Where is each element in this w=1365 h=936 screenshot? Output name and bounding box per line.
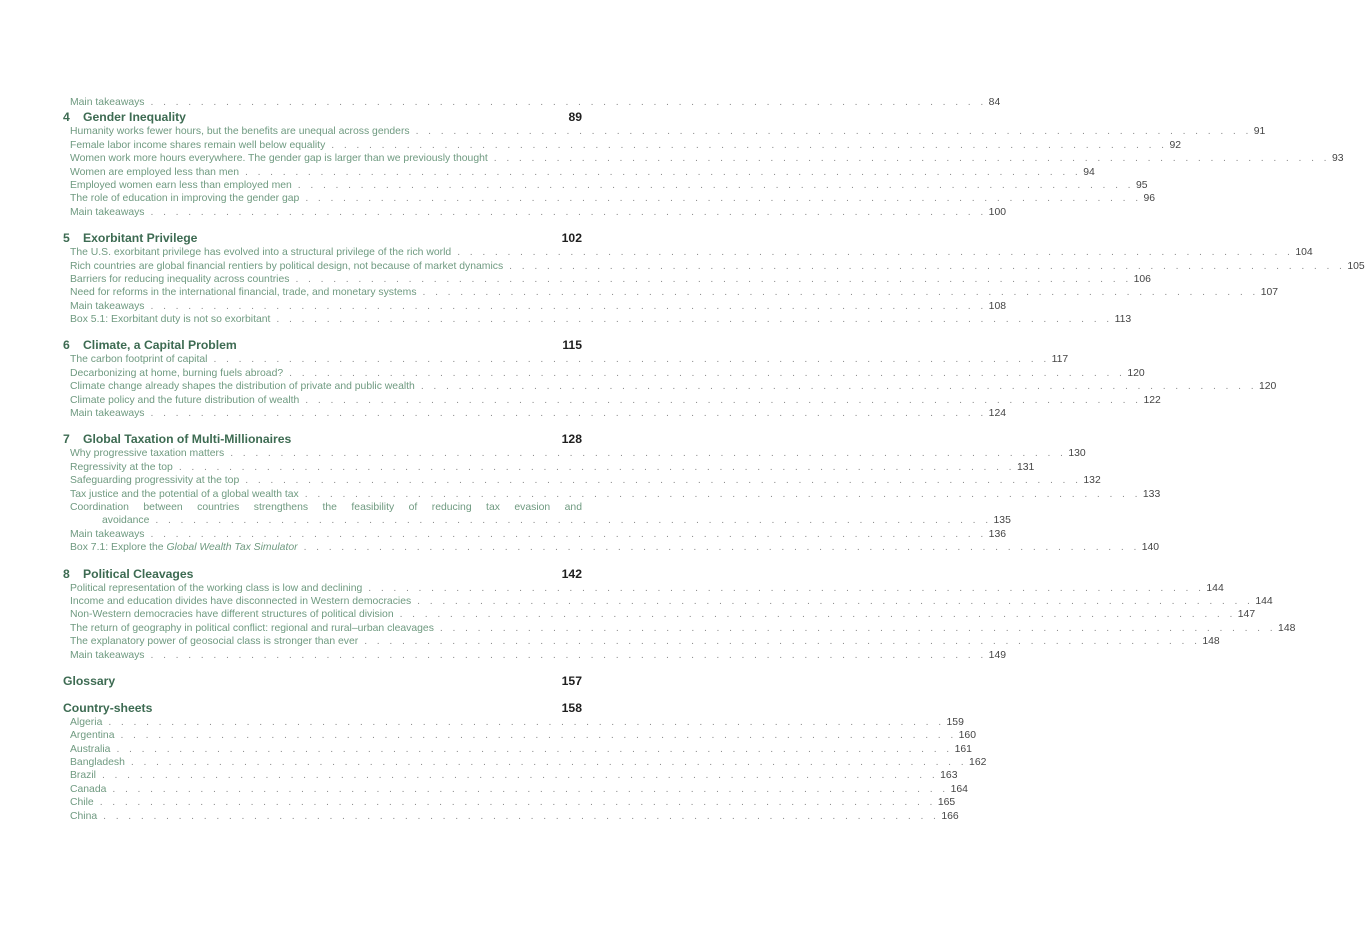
dot-leader: . . . . . . . . . . . . . . . . . . . . . . . . . . . . . . . . . . . . . . . . . . . . . . . . . . . . . . . . . . . . . . . . . . . <box>303 542 1140 554</box>
toc-entry[interactable] <box>63 246 1313 259</box>
toc-entry-page: 160 <box>958 730 976 742</box>
toc-entry-title-text: Decarbonizing at home, burning fuels abroad? <box>70 367 284 379</box>
toc-chapter <box>63 431 1161 554</box>
toc-entry-title <box>70 769 96 782</box>
dot-leader: . . . . . . . . . . . . . . . . . . . . . . . . . . . . . . . . . . . . . . . . . . . . . . . . . . . . . . . . . . . . . . . . . . . <box>150 528 987 540</box>
toc-entry[interactable] <box>63 474 1101 487</box>
toc-entry-title <box>70 796 94 809</box>
chapter-number: 4 <box>63 110 70 125</box>
toc-entry-title-text: Climate change already shapes the distribution of private and public wealth <box>70 381 415 393</box>
dot-leader: . . . . . . . . . . . . . . . . . . . . . . . . . . . . . . . . . . . . . . . . . . . . . . . . . . . . . . . . . . . . . . . . . . . <box>150 300 987 312</box>
toc-entry-title-text: Box 7.1: Explore the <box>70 542 167 554</box>
toc-entry-page: 148 <box>1202 636 1220 648</box>
chapter-number: 6 <box>63 338 70 353</box>
toc-entry-title-text: Political representation of the working class is low and declining <box>70 582 363 594</box>
toc-entry-title <box>70 729 114 742</box>
toc-entry-title <box>70 380 415 393</box>
toc-entry-title-text: Australia <box>70 743 111 755</box>
toc-entry[interactable] <box>63 447 1086 460</box>
toc-entry-title-text: Main takeaways <box>70 408 145 420</box>
toc-chapter <box>63 566 1296 662</box>
toc-entry[interactable] <box>63 541 1160 554</box>
toc-entry-title-text: Regressivity at the top <box>70 461 173 473</box>
toc-entry-title-text: Rich countries are global financial rentiers by political design, not because of market dynamics <box>70 260 504 272</box>
dot-leader: . . . . . . . . . . . . . . . . . . . . . . . . . . . . . . . . . . . . . . . . . . . . . . . . . . . . . . . . . . . . . . . . . . . <box>150 408 987 420</box>
toc-entry[interactable] <box>63 528 1007 541</box>
toc-entry[interactable] <box>63 152 1344 165</box>
toc-entry-page: 91 <box>1253 126 1266 138</box>
toc-entry-title-text: Safeguarding progressivity at the top <box>70 475 240 487</box>
dot-leader: . . . . . . . . . . . . . . . . . . . . . . . . . . . . . . . . . . . . . . . . . . . . . . . . . . . . . . . . . . . . . . . . . . . <box>101 770 939 782</box>
toc-entry-title <box>70 488 299 501</box>
toc-entry-page: 107 <box>1260 287 1279 299</box>
toc-entry[interactable] <box>63 179 1148 192</box>
toc-entry[interactable] <box>63 769 958 782</box>
toc-entry-title-text: Need for reforms in the international financial, trade, and monetary systems <box>70 287 417 299</box>
toc-entry-page: 122 <box>1143 394 1161 406</box>
toc-entry-title-text: The role of education in improving the gender gap <box>70 193 300 205</box>
toc-entry-title-text: The return of geography in political conflict: regional and rural–urban cleavages <box>70 622 434 634</box>
toc-entry-page: 144 <box>1255 595 1273 607</box>
toc-entry[interactable] <box>63 461 1035 474</box>
toc-entry-page: 136 <box>988 528 1007 540</box>
toc-entry-title <box>70 528 145 541</box>
toc-entry[interactable] <box>63 260 1365 273</box>
toc-entry-title <box>70 407 145 420</box>
toc-entry-page: 166 <box>941 810 959 822</box>
toc-entry[interactable] <box>63 582 1224 595</box>
toc-entry-title <box>70 622 434 635</box>
toc-entry-page: 161 <box>954 743 972 755</box>
dot-leader: . . . . . . . . . . . . . . . . . . . . . . . . . . . . . . . . . . . . . . . . . . . . . . . . . . . . . . . . . . . . . . . . . . . <box>289 367 1126 379</box>
toc-entry-page: 120 <box>1259 381 1277 393</box>
dot-leader: . . . . . . . . . . . . . . . . . . . . . . . . . . . . . . . . . . . . . . . . . . . . . . . . . . . . . . . . . . . . . . . . . . . <box>245 166 1082 178</box>
toc-entry-title <box>70 541 298 554</box>
toc-entry-page: 147 <box>1237 609 1256 621</box>
toc-entry[interactable] <box>63 501 1011 528</box>
toc-entry-title-text: Female labor income shares remain well below equality <box>70 139 326 151</box>
toc-entry-page: 95 <box>1135 179 1148 191</box>
toc-entry-title-text: Why progressive taxation matters <box>70 448 225 460</box>
toc-entry[interactable] <box>63 729 976 742</box>
toc-entry-title <box>70 152 488 165</box>
dot-leader: . . . . . . . . . . . . . . . . . . . . . . . . . . . . . . . . . . . . . . . . . . . . . . . . . . . . . . . . . . . . . . . . . . . <box>213 354 1050 366</box>
dot-leader: . . . . . . . . . . . . . . . . . . . . . . . . . . . . . . . . . . . . . . . . . . . . . . . . . . . . . . . . . . . . . . . . . . . <box>305 394 1142 406</box>
dot-leader: . . . . . . . . . . . . . . . . . . . . . . . . . . . . . . . . . . . . . . . . . . . . . . . . . . . . . . . . . . . . . . . . . . . <box>422 287 1259 299</box>
chapter-title: Country-sheets <box>63 700 153 715</box>
dot-leader: . . . . . . . . . . . . . . . . . . . . . . . . . . . . . . . . . . . . . . . . . . . . . . . . . . . . . . . . . . . . . . . . . . . <box>150 97 987 108</box>
toc-entry-page: 108 <box>988 300 1007 312</box>
toc-entry-title-continued: avoidance <box>102 515 150 527</box>
toc-chapter <box>63 230 1365 326</box>
toc-entry[interactable] <box>63 353 1069 366</box>
toc-entry-title <box>70 394 299 407</box>
chapter-heading[interactable] <box>63 700 582 716</box>
toc-entry[interactable] <box>63 139 1181 152</box>
dot-leader: . . . . . . . . . . . . . . . . . . . . . . . . . . . . . . . . . . . . . . . . . . . . . . . . . . . . . . . . . . . . . . . . . . . <box>439 622 1277 634</box>
chapter-number: 5 <box>63 231 70 246</box>
toc-entry-title <box>70 300 145 313</box>
toc-entry-title-text: Women are employed less than men <box>70 166 240 178</box>
toc-entry-page: 130 <box>1068 448 1086 460</box>
toc-entry[interactable] <box>63 286 1279 299</box>
toc-entry-page: 117 <box>1051 354 1069 366</box>
chapter-heading[interactable] <box>63 566 582 582</box>
toc-entry-page: 131 <box>1016 461 1035 473</box>
toc-entry-title <box>70 313 270 326</box>
toc-entry[interactable] <box>63 608 1256 621</box>
dot-leader: . . . . . . . . . . . . . . . . . . . . . . . . . . . . . . . . . . . . . . . . . . . . . . . . . . . . . . . . . . . . . . . . . . . <box>304 488 1141 500</box>
dot-leader: . . . . . . . . . . . . . . . . . . . . . . . . . . . . . . . . . . . . . . . . . . . . . . . . . . . . . . . . . . . . . . . . . . . <box>493 153 1330 165</box>
toc-entry[interactable] <box>63 595 1273 608</box>
toc-entry-title-text: Brazil <box>70 770 96 782</box>
toc-chapter <box>63 337 1277 420</box>
toc-chapters <box>63 109 1365 823</box>
toc-top-section <box>63 96 1001 109</box>
toc-entry[interactable] <box>63 96 1001 109</box>
toc-entry-title-text: Tax justice and the potential of a global wealth tax <box>70 488 299 500</box>
chapter-number: 8 <box>63 566 70 581</box>
dot-leader: . . . . . . . . . . . . . . . . . . . . . . . . . . . . . . . . . . . . . . . . . . . . . . . . . . . . . . . . . . . . . . . . . . . <box>399 609 1236 621</box>
toc-entry-page: 133 <box>1142 488 1161 500</box>
toc-entry-page: 100 <box>988 206 1007 218</box>
chapter-heading[interactable] <box>63 431 582 447</box>
toc-entry-page: 94 <box>1083 166 1095 178</box>
toc-entry-title <box>70 139 325 152</box>
toc-entry-page: 132 <box>1083 475 1101 487</box>
toc-entry-title <box>70 260 503 273</box>
toc-entry-page: 148 <box>1278 622 1296 634</box>
toc-entry-title <box>70 125 410 138</box>
toc-entry-title <box>70 273 289 286</box>
dot-leader: . . . . . . . . . . . . . . . . . . . . . . . . . . . . . . . . . . . . . . . . . . . . . . . . . . . . . . . . . . . . . . . . . . . <box>297 179 1134 191</box>
toc-chapter <box>63 700 987 823</box>
toc-entry-continuation <box>70 514 1011 527</box>
chapter-title: Glossary <box>63 673 116 688</box>
chapter-title: Climate, a Capital Problem <box>83 338 237 353</box>
dot-leader: . . . . . . . . . . . . . . . . . . . . . . . . . . . . . . . . . . . . . . . . . . . . . . . . . . . . . . . . . . . . . . . . . . . <box>368 582 1205 594</box>
toc-entry-page: 96 <box>1143 193 1156 205</box>
toc-entry-title: Main takeaways <box>70 97 145 108</box>
toc-entry-page: 104 <box>1295 247 1313 259</box>
toc-entry-page: 159 <box>946 716 964 728</box>
toc-entry-title <box>70 756 125 769</box>
chapter-title: Global Taxation of Multi-Millionaires <box>83 432 292 447</box>
dot-leader: . . . . . . . . . . . . . . . . . . . . . . . . . . . . . . . . . . . . . . . . . . . . . . . . . . . . . . . . . . . . . . . . . . . <box>420 381 1257 393</box>
toc-chapter <box>63 673 582 689</box>
toc-entry-title-text: The explanatory power of geosocial class is stronger than ever <box>70 636 359 648</box>
toc-entry-title-text: Algeria <box>70 716 103 728</box>
toc-entry[interactable] <box>63 796 956 809</box>
toc-entry-title <box>70 246 451 259</box>
toc-entry-title <box>70 461 173 474</box>
toc-entry-page: 144 <box>1206 582 1224 594</box>
toc-entry[interactable] <box>63 743 972 756</box>
toc-entry-page: 149 <box>988 649 1007 661</box>
toc-entry[interactable] <box>63 273 1151 286</box>
toc-entry-title-text: Employed women earn less than employed men <box>70 179 292 191</box>
toc-entry-title <box>70 582 362 595</box>
chapter-page: 158 <box>561 700 582 715</box>
toc-entry[interactable] <box>63 488 1161 501</box>
toc-entry-page: 84 <box>988 97 1001 108</box>
toc-entry-title-text: Humanity works fewer hours, but the benefits are unequal across genders <box>70 126 410 138</box>
toc-entry-title <box>70 743 110 756</box>
dot-leader: . . . . . . . . . . . . . . . . . . . . . . . . . . . . . . . . . . . . . . . . . . . . . . . . . . . . . . . . . . . . . . . . . . . <box>230 448 1067 460</box>
chapter-heading[interactable] <box>63 230 582 246</box>
dot-leader: . . . . . . . . . . . . . . . . . . . . . . . . . . . . . . . . . . . . . . . . . . . . . . . . . . . . . . . . . . . . . . . . . . . <box>364 636 1201 648</box>
toc-entry[interactable] <box>63 125 1266 138</box>
toc-entry-title <box>70 635 358 648</box>
toc-entry-title-text: Main takeaways <box>70 206 145 218</box>
toc-entry[interactable] <box>63 313 1132 326</box>
toc-entry-title-text: Barriers for reducing inequality across countries <box>70 273 290 285</box>
toc-entry[interactable] <box>63 635 1220 648</box>
dot-leader: . . . . . . . . . . . . . . . . . . . . . . . . . . . . . . . . . . . . . . . . . . . . . . . . . . . . . . . . . . . . . . . . . . . <box>108 716 945 728</box>
chapter-title: Political Cleavages <box>83 566 194 581</box>
toc-entry-title-text: Climate policy and the future distribution of wealth <box>70 394 300 406</box>
chapter-page: 142 <box>561 566 582 581</box>
dot-leader: . . . . . . . . . . . . . . . . . . . . . . . . . . . . . . . . . . . . . . . . . . . . . . . . . . . . . . . . . . . . . . . . . . . <box>116 743 953 755</box>
chapter-page: 102 <box>561 231 582 246</box>
toc-entry-page: 106 <box>1133 273 1151 285</box>
toc-entry-title <box>70 716 102 729</box>
toc-entry-title <box>70 649 145 662</box>
dot-leader: . . . . . . . . . . . . . . . . . . . . . . . . . . . . . . . . . . . . . . . . . . . . . . . . . . . . . . . . . . . . . . . . . . . <box>417 595 1254 607</box>
dot-leader: . . . . . . . . . . . . . . . . . . . . . . . . . . . . . . . . . . . . . . . . . . . . . . . . . . . . . . . . . . . . . . . . . . . <box>276 314 1113 326</box>
dot-leader: . . . . . . . . . . . . . . . . . . . . . . . . . . . . . . . . . . . . . . . . . . . . . . . . . . . . . . . . . . . . . . . . . . . <box>155 515 992 527</box>
toc-entry[interactable] <box>63 407 1007 420</box>
toc-entry-title-text: Box 5.1: Exorbitant duty is not so exorbitant <box>70 314 271 326</box>
toc-entry-page: 163 <box>940 770 958 782</box>
dot-leader: . . . . . . . . . . . . . . . . . . . . . . . . . . . . . . . . . . . . . . . . . . . . . . . . . . . . . . . . . . . . . . . . . . . <box>130 757 968 769</box>
toc-entry[interactable] <box>63 716 964 729</box>
toc-entry-page: 105 <box>1347 260 1365 272</box>
dot-leader: . . . . . . . . . . . . . . . . . . . . . . . . . . . . . . . . . . . . . . . . . . . . . . . . . . . . . . . . . . . . . . . . . . . <box>509 260 1346 272</box>
toc-entry[interactable] <box>63 166 1095 179</box>
toc-entry-title-text: The carbon footprint of capital <box>70 354 208 366</box>
dot-leader: . . . . . . . . . . . . . . . . . . . . . . . . . . . . . . . . . . . . . . . . . . . . . . . . . . . . . . . . . . . . . . . . . . . <box>245 475 1082 487</box>
chapter-page: 128 <box>561 432 582 447</box>
chapter-heading[interactable] <box>63 673 582 689</box>
dot-leader: . . . . . . . . . . . . . . . . . . . . . . . . . . . . . . . . . . . . . . . . . . . . . . . . . . . . . . . . . . . . . . . . . . . <box>150 649 987 661</box>
toc-entry-page: 162 <box>969 757 987 769</box>
toc-entry[interactable] <box>63 367 1145 380</box>
toc-entry-title <box>70 367 283 380</box>
toc-entry-title <box>70 783 106 796</box>
toc-entry-page: 120 <box>1127 367 1145 379</box>
chapter-page: 115 <box>562 338 582 353</box>
dot-leader: . . . . . . . . . . . . . . . . . . . . . . . . . . . . . . . . . . . . . . . . . . . . . . . . . . . . . . . . . . . . . . . . . . . <box>103 810 940 822</box>
toc-entry-title-text: Main takeaways <box>70 300 145 312</box>
toc-entry-title-text: Chile <box>70 797 94 809</box>
toc-entry-page: 124 <box>988 408 1007 420</box>
toc-entry-title-text: China <box>70 810 98 822</box>
toc-entry[interactable] <box>63 649 1007 662</box>
toc-entry[interactable] <box>63 756 987 769</box>
chapter-heading[interactable] <box>63 109 582 125</box>
dot-leader: . . . . . . . . . . . . . . . . . . . . . . . . . . . . . . . . . . . . . . . . . . . . . . . . . . . . . . . . . . . . . . . . . . . <box>112 783 949 795</box>
toc-entry-title-italic: Global Wealth Tax Simulator <box>166 542 298 554</box>
toc-entry-page: 140 <box>1141 542 1160 554</box>
toc-entry-page: 165 <box>937 797 956 809</box>
toc-entry-title-text: Main takeaways <box>70 528 145 540</box>
toc-entry-page: 113 <box>1114 314 1132 326</box>
dot-leader: . . . . . . . . . . . . . . . . . . . . . . . . . . . . . . . . . . . . . . . . . . . . . . . . . . . . . . . . . . . . . . . . . . . <box>120 730 957 742</box>
dot-leader: . . . . . . . . . . . . . . . . . . . . . . . . . . . . . . . . . . . . . . . . . . . . . . . . . . . . . . . . . . . . . . . . . . . <box>457 247 1294 259</box>
chapter-number: 7 <box>63 432 70 447</box>
dot-leader: . . . . . . . . . . . . . . . . . . . . . . . . . . . . . . . . . . . . . . . . . . . . . . . . . . . . . . . . . . . . . . . . . . . <box>99 797 936 809</box>
toc-entry-title <box>70 286 417 299</box>
toc-entry-title <box>70 810 97 823</box>
chapter-page: 89 <box>568 110 582 125</box>
toc-entry-title <box>70 353 207 366</box>
toc-entry-page: 135 <box>993 515 1011 527</box>
chapter-heading[interactable] <box>63 337 582 353</box>
toc-entry[interactable] <box>63 394 1161 407</box>
toc-entry[interactable] <box>63 622 1296 635</box>
toc-entry-title-text: Bangladesh <box>70 757 125 769</box>
chapter-title: Exorbitant Privilege <box>83 231 198 246</box>
toc-entry-title <box>70 447 224 460</box>
chapter-page: 157 <box>561 673 582 688</box>
dot-leader: . . . . . . . . . . . . . . . . . . . . . . . . . . . . . . . . . . . . . . . . . . . . . . . . . . . . . . . . . . . . . . . . . . . <box>305 193 1142 205</box>
toc-entry-title <box>70 595 411 608</box>
toc-entry[interactable] <box>63 380 1277 393</box>
toc-entry[interactable] <box>63 783 968 796</box>
dot-leader: . . . . . . . . . . . . . . . . . . . . . . . . . . . . . . . . . . . . . . . . . . . . . . . . . . . . . . . . . . . . . . . . . . . <box>150 206 987 218</box>
chapter-title: Gender Inequality <box>83 110 186 125</box>
dot-leader: . . . . . . . . . . . . . . . . . . . . . . . . . . . . . . . . . . . . . . . . . . . . . . . . . . . . . . . . . . . . . . . . . . . <box>295 273 1132 285</box>
toc-entry-title-text: Income and education divides have disconnected in Western democracies <box>70 595 412 607</box>
toc-entry[interactable] <box>63 192 1156 205</box>
toc-entry-title-text: Argentina <box>70 730 115 742</box>
table-of-contents <box>63 96 1365 823</box>
toc-entry-title-text: Non-Western democracies have different structures of political division <box>70 609 394 621</box>
toc-entry-title <box>70 179 292 192</box>
dot-leader: . . . . . . . . . . . . . . . . . . . . . . . . . . . . . . . . . . . . . . . . . . . . . . . . . . . . . . . . . . . . . . . . . . . <box>178 461 1015 473</box>
toc-chapter <box>63 109 1344 219</box>
toc-entry-title <box>70 608 394 621</box>
toc-entry-page: 93 <box>1331 153 1344 165</box>
toc-entry-page: 92 <box>1169 139 1181 151</box>
toc-entry-title-text: Women work more hours everywhere. The gender gap is larger than we previously thought <box>70 153 488 165</box>
toc-entry[interactable] <box>63 206 1007 219</box>
toc-entry-title-text: Main takeaways <box>70 649 145 661</box>
toc-entry-title <box>70 192 299 205</box>
dot-leader: . . . . . . . . . . . . . . . . . . . . . . . . . . . . . . . . . . . . . . . . . . . . . . . . . . . . . . . . . . . . . . . . . . . <box>331 139 1168 151</box>
toc-entry-page: 164 <box>950 783 968 795</box>
toc-entry-title <box>70 206 145 219</box>
toc-entry[interactable] <box>63 810 959 823</box>
toc-entry-title <box>70 474 239 487</box>
toc-entry-title-text: Canada <box>70 783 107 795</box>
toc-entry-title-text: The U.S. exorbitant privilege has evolved into a structural privilege of the rich world <box>70 247 452 259</box>
dot-leader: . . . . . . . . . . . . . . . . . . . . . . . . . . . . . . . . . . . . . . . . . . . . . . . . . . . . . . . . . . . . . . . . . . . <box>415 126 1252 138</box>
toc-entry[interactable] <box>63 300 1007 313</box>
toc-entry-title: Coordination between countries strengthens the feasibility of reducing tax evasion and <box>70 501 582 513</box>
toc-entry-title <box>70 166 239 179</box>
